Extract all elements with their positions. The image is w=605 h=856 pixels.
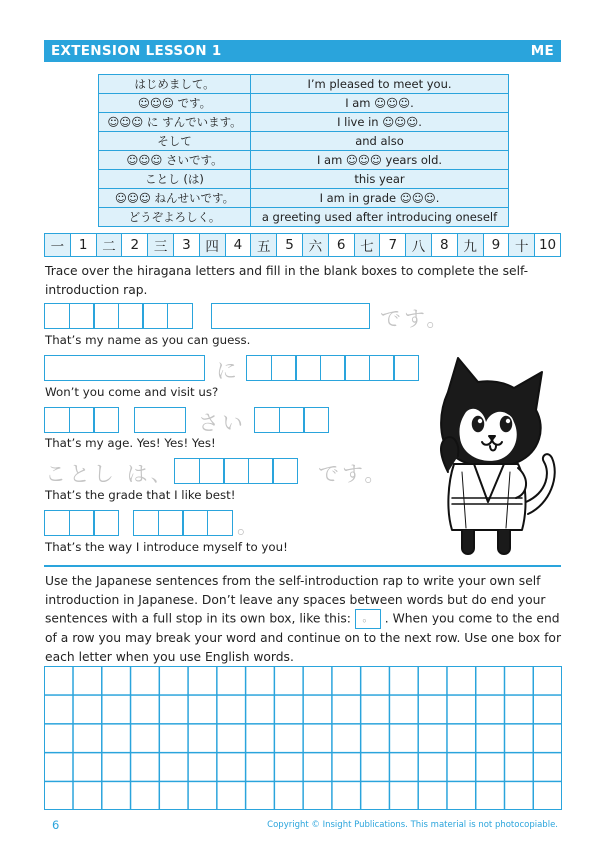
answer-box[interactable] <box>69 303 95 329</box>
number-digit: 7 <box>379 234 405 256</box>
answer-box[interactable] <box>272 458 298 484</box>
trace-ni: に <box>216 359 240 383</box>
answer-box[interactable] <box>93 303 119 329</box>
vocab-en: I’m pleased to meet you. <box>251 75 509 94</box>
vocab-en: I am ☺☺☺ years old. <box>251 151 509 170</box>
vocab-table <box>98 74 509 227</box>
trace-sai: さい <box>198 411 246 435</box>
answer-box[interactable] <box>69 510 95 536</box>
table-row <box>99 151 509 170</box>
answer-box[interactable] <box>44 510 70 536</box>
answer-box[interactable] <box>44 407 70 433</box>
greeting-boxes-2[interactable] <box>133 510 233 536</box>
answer-box[interactable] <box>248 458 274 484</box>
number-kanji: 十 <box>508 234 534 256</box>
rap-line-4: That’s the grade that I like best! <box>45 488 236 502</box>
age-box-wide[interactable] <box>134 407 186 433</box>
trace-desu: です。 <box>380 307 451 331</box>
rap-line-1: That’s my name as you can guess. <box>45 333 251 347</box>
number-kanji: 八 <box>405 234 431 256</box>
answer-box[interactable] <box>344 355 370 381</box>
answer-box[interactable] <box>93 510 119 536</box>
copyright-notice: Copyright © Insight Publications. This material is not photocopiable. <box>267 820 558 830</box>
answer-box[interactable] <box>93 407 119 433</box>
example-full-stop-box: 。 <box>355 609 381 629</box>
vocab-jp: どうぞよろしく。 <box>99 208 251 227</box>
vocab-en: I am in grade ☺☺☺. <box>251 189 509 208</box>
answer-box[interactable] <box>182 510 208 536</box>
table-row <box>99 94 509 113</box>
section-divider <box>44 565 561 567</box>
vocab-jp: ☺☺☺ です。 <box>99 94 251 113</box>
answer-box[interactable] <box>303 407 329 433</box>
grade-boxes[interactable] <box>174 458 298 484</box>
number-digit: 10 <box>534 234 560 256</box>
answer-box[interactable] <box>199 458 225 484</box>
instructions-trace: Trace over the hiragana letters and fill in the blank boxes to complete the self-introduction rap. <box>45 264 529 297</box>
rap-line-5: That’s the way I introduce myself to you! <box>45 540 288 554</box>
number-kanji: 六 <box>302 234 328 256</box>
number-digit: 8 <box>431 234 457 256</box>
number-digit: 1 <box>70 234 96 256</box>
vocab-jp: ☺☺☺ さいです。 <box>99 151 251 170</box>
vocab-en: I live in ☺☺☺. <box>251 113 509 132</box>
age-boxes-2[interactable] <box>254 407 329 433</box>
instructions-part-b: . When you come to the end of a row you may break your word and continue on to the next row. Use one box for each letter when you use English words. <box>45 611 562 664</box>
answer-box[interactable] <box>369 355 395 381</box>
table-row <box>99 132 509 151</box>
rap-line-2: Won’t you come and visit us? <box>45 385 219 399</box>
vocab-jp: そして <box>99 132 251 151</box>
answer-box[interactable] <box>246 355 272 381</box>
number-kanji: 一 <box>45 234 70 256</box>
table-row <box>99 189 509 208</box>
answer-box[interactable] <box>223 458 249 484</box>
vocab-en: I am ☺☺☺. <box>251 94 509 113</box>
number-digit: 2 <box>121 234 147 256</box>
answer-box[interactable] <box>167 303 193 329</box>
table-row <box>99 75 509 94</box>
number-digit: 6 <box>328 234 354 256</box>
answer-box[interactable] <box>118 303 144 329</box>
page-number: 6 <box>52 818 60 832</box>
number-digit: 9 <box>483 234 509 256</box>
answer-box[interactable] <box>271 355 297 381</box>
vocab-jp: ☺☺☺ に すんでいます。 <box>99 113 251 132</box>
lesson-title: EXTENSION LESSON 1 <box>51 43 222 59</box>
answer-box[interactable] <box>174 458 200 484</box>
trace-kotoshi: ことし は、 <box>45 462 175 486</box>
answer-box[interactable] <box>279 407 305 433</box>
answer-box[interactable] <box>295 355 321 381</box>
answer-box[interactable] <box>393 355 419 381</box>
instructions-part-a: Use the Japanese sentences from the self-introduction rap to write your own self introduction in Japanese. Don’t leave any spaces between words but do end your sentences with a full stop in its own box, like this: <box>45 574 546 626</box>
vocab-en: and also <box>251 132 509 151</box>
answer-box[interactable] <box>44 303 70 329</box>
lesson-header <box>44 40 561 62</box>
number-kanji: 五 <box>250 234 276 256</box>
cat-mascot-illustration <box>418 352 568 562</box>
number-kanji: 三 <box>147 234 173 256</box>
number-digit: 4 <box>225 234 251 256</box>
place-box-wide[interactable] <box>44 355 205 381</box>
number-kanji: 七 <box>354 234 380 256</box>
number-kanji: 四 <box>199 234 225 256</box>
number-digit: 5 <box>276 234 302 256</box>
answer-box[interactable] <box>133 510 159 536</box>
answer-box[interactable] <box>207 510 233 536</box>
age-boxes[interactable] <box>44 407 119 433</box>
trace-maru: 。 <box>237 514 261 538</box>
answer-box[interactable] <box>142 303 168 329</box>
number-digit: 3 <box>173 234 199 256</box>
vocab-jp: ☺☺☺ ねんせいです。 <box>99 189 251 208</box>
number-kanji: 二 <box>96 234 122 256</box>
greeting-boxes[interactable] <box>44 510 119 536</box>
answer-box[interactable] <box>254 407 280 433</box>
number-kanji: 九 <box>457 234 483 256</box>
table-row <box>99 170 509 189</box>
table-row <box>99 208 509 227</box>
table-row <box>99 113 509 132</box>
vocab-jp: ことし (は) <box>99 170 251 189</box>
number-strip <box>44 233 561 257</box>
name-box-wide[interactable] <box>211 303 370 329</box>
writing-grid[interactable] <box>44 666 562 810</box>
lesson-tag: ME <box>530 43 554 59</box>
vocab-en: a greeting used after introducing oneself <box>251 208 509 227</box>
rap-line-3: That’s my age. Yes! Yes! Yes! <box>45 436 216 450</box>
instructions-writing <box>45 572 561 666</box>
answer-box[interactable] <box>320 355 346 381</box>
place-boxes[interactable] <box>246 355 419 381</box>
vocab-en: this year <box>251 170 509 189</box>
trace-desu-2: です。 <box>318 462 389 486</box>
name-boxes[interactable] <box>44 303 193 329</box>
vocab-jp: はじめまして。 <box>99 75 251 94</box>
answer-box[interactable] <box>69 407 95 433</box>
answer-box[interactable] <box>158 510 184 536</box>
